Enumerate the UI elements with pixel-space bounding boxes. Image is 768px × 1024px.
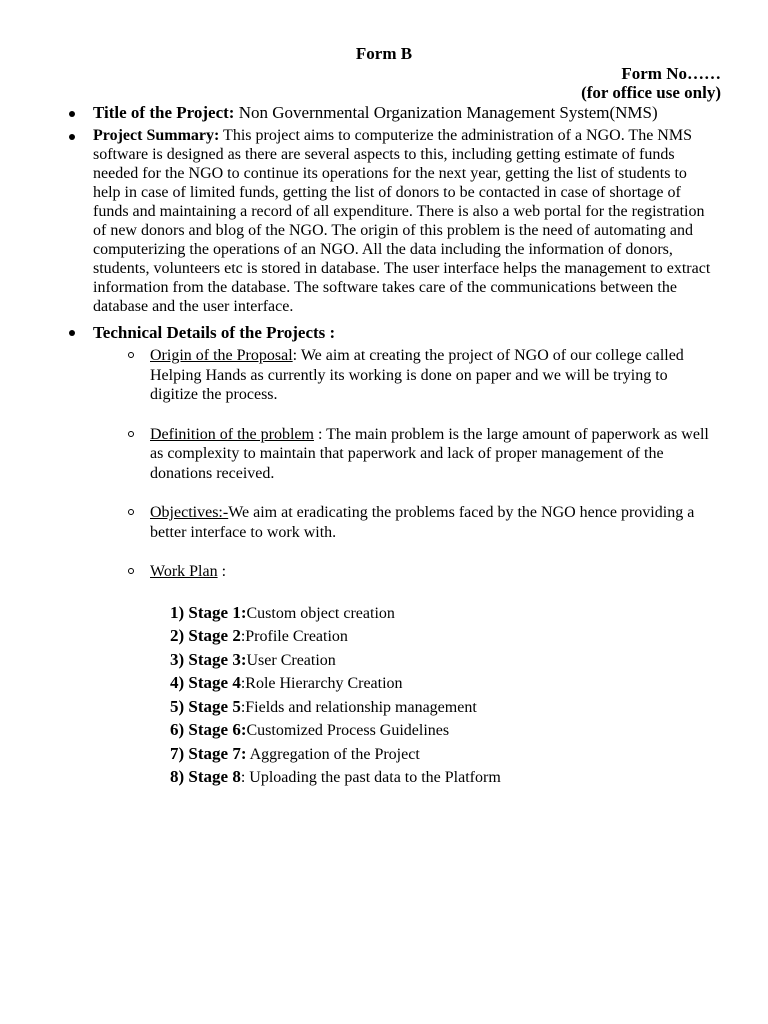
form-title: Form B bbox=[355, 44, 413, 63]
circle-bullet-icon bbox=[128, 568, 134, 574]
definition-label: Definition of the problem bbox=[150, 425, 314, 443]
origin-value: : We aim at creating the project of NGO of our college called Helping Hands as currently its working is done on paper and we will be trying to digitize the process. bbox=[150, 347, 684, 403]
technical-sub-list bbox=[93, 346, 718, 790]
stage-label: 4) Stage 4 bbox=[170, 673, 241, 692]
form-number-block bbox=[581, 64, 721, 102]
workplan-item bbox=[93, 562, 718, 790]
bullet-icon bbox=[69, 134, 75, 140]
project-summary-label: Project Summary: bbox=[93, 127, 220, 144]
objectives-item bbox=[93, 503, 718, 542]
main-bullet-list bbox=[0, 102, 768, 810]
objectives-value: We aim at eradicating the problems faced by the NGO hence providing a better interface to work with. bbox=[150, 504, 695, 541]
stage-text: : Uploading the past data to the Platform bbox=[240, 769, 501, 786]
project-title-item bbox=[0, 102, 768, 124]
stage-label: 2) Stage 2 bbox=[170, 626, 241, 645]
stage-item bbox=[170, 625, 718, 649]
stage-item bbox=[170, 719, 718, 743]
circle-bullet-icon bbox=[128, 431, 134, 437]
project-summary-value: This project aims to computerize the administration of a NGO. The NMS software is designed as there are several aspects to this, including getting estimate of funds needed for the NGO to continue its operations for the next year, getting the list of students to help in case of limited funds, getting the list of donors to be contacted in case of shortage of funds and maintaining a record of all expenditure. There is also a web portal for the registration of new donors and blog of the NGO. The origin of this problem is the need of automating and computerizing the operations of an NGO. All the data including the information of donors, students, volunteers etc is stored in database. The user interface helps the management to extract information from the database. The software takes care of the communications between the database and the user interface. bbox=[93, 127, 711, 315]
bullet-icon bbox=[69, 111, 75, 117]
stage-item bbox=[170, 696, 718, 720]
stage-item bbox=[170, 766, 718, 790]
stage-text: User Creation bbox=[246, 651, 336, 669]
stage-text: :Fields and relationship management bbox=[240, 698, 477, 716]
objectives-label: Objectives:- bbox=[150, 504, 229, 521]
stage-item bbox=[170, 672, 718, 696]
bullet-icon bbox=[69, 330, 75, 336]
stage-text: :Profile Creation bbox=[240, 628, 348, 645]
stage-item bbox=[170, 649, 718, 673]
form-number: Form No…… bbox=[621, 64, 721, 83]
project-title-value: Non Governmental Organization Management System(NMS) bbox=[234, 103, 658, 122]
stage-item bbox=[170, 743, 718, 767]
stage-label: 8) Stage 8 bbox=[170, 767, 241, 786]
workplan-suffix: : bbox=[217, 563, 227, 580]
definition-item bbox=[93, 425, 718, 484]
definition-value: : The main problem is the large amount of paperwork as well as complexity to maintain that paperwork and lack of proper management of the donations received. bbox=[150, 425, 709, 482]
origin-label: Origin of the Proposal bbox=[150, 347, 293, 364]
project-title-label: Title of the Project: bbox=[93, 103, 235, 122]
stage-label: 3) Stage 3: bbox=[170, 649, 247, 669]
workplan-label: Work Plan bbox=[150, 563, 218, 580]
office-use-note: (for office use only) bbox=[581, 83, 721, 102]
stage-label: 5) Stage 5 bbox=[170, 696, 241, 716]
stage-text: :Role Hierarchy Creation bbox=[240, 675, 403, 692]
stage-text: Custom object creation bbox=[246, 604, 395, 622]
stage-text: Aggregation of the Project bbox=[246, 745, 420, 763]
stage-list bbox=[150, 602, 718, 790]
circle-bullet-icon bbox=[128, 509, 134, 515]
stage-item bbox=[170, 602, 718, 626]
circle-bullet-icon bbox=[128, 352, 134, 358]
origin-item bbox=[93, 346, 718, 405]
technical-details-heading: Technical Details of the Projects : bbox=[93, 323, 336, 342]
stage-label: 1) Stage 1: bbox=[170, 602, 247, 622]
stage-label: 7) Stage 7: bbox=[170, 743, 247, 763]
technical-details-item bbox=[0, 322, 768, 790]
project-summary-item bbox=[0, 126, 768, 316]
stage-text: Customized Process Guidelines bbox=[246, 722, 450, 739]
stage-label: 6) Stage 6: bbox=[170, 720, 247, 739]
